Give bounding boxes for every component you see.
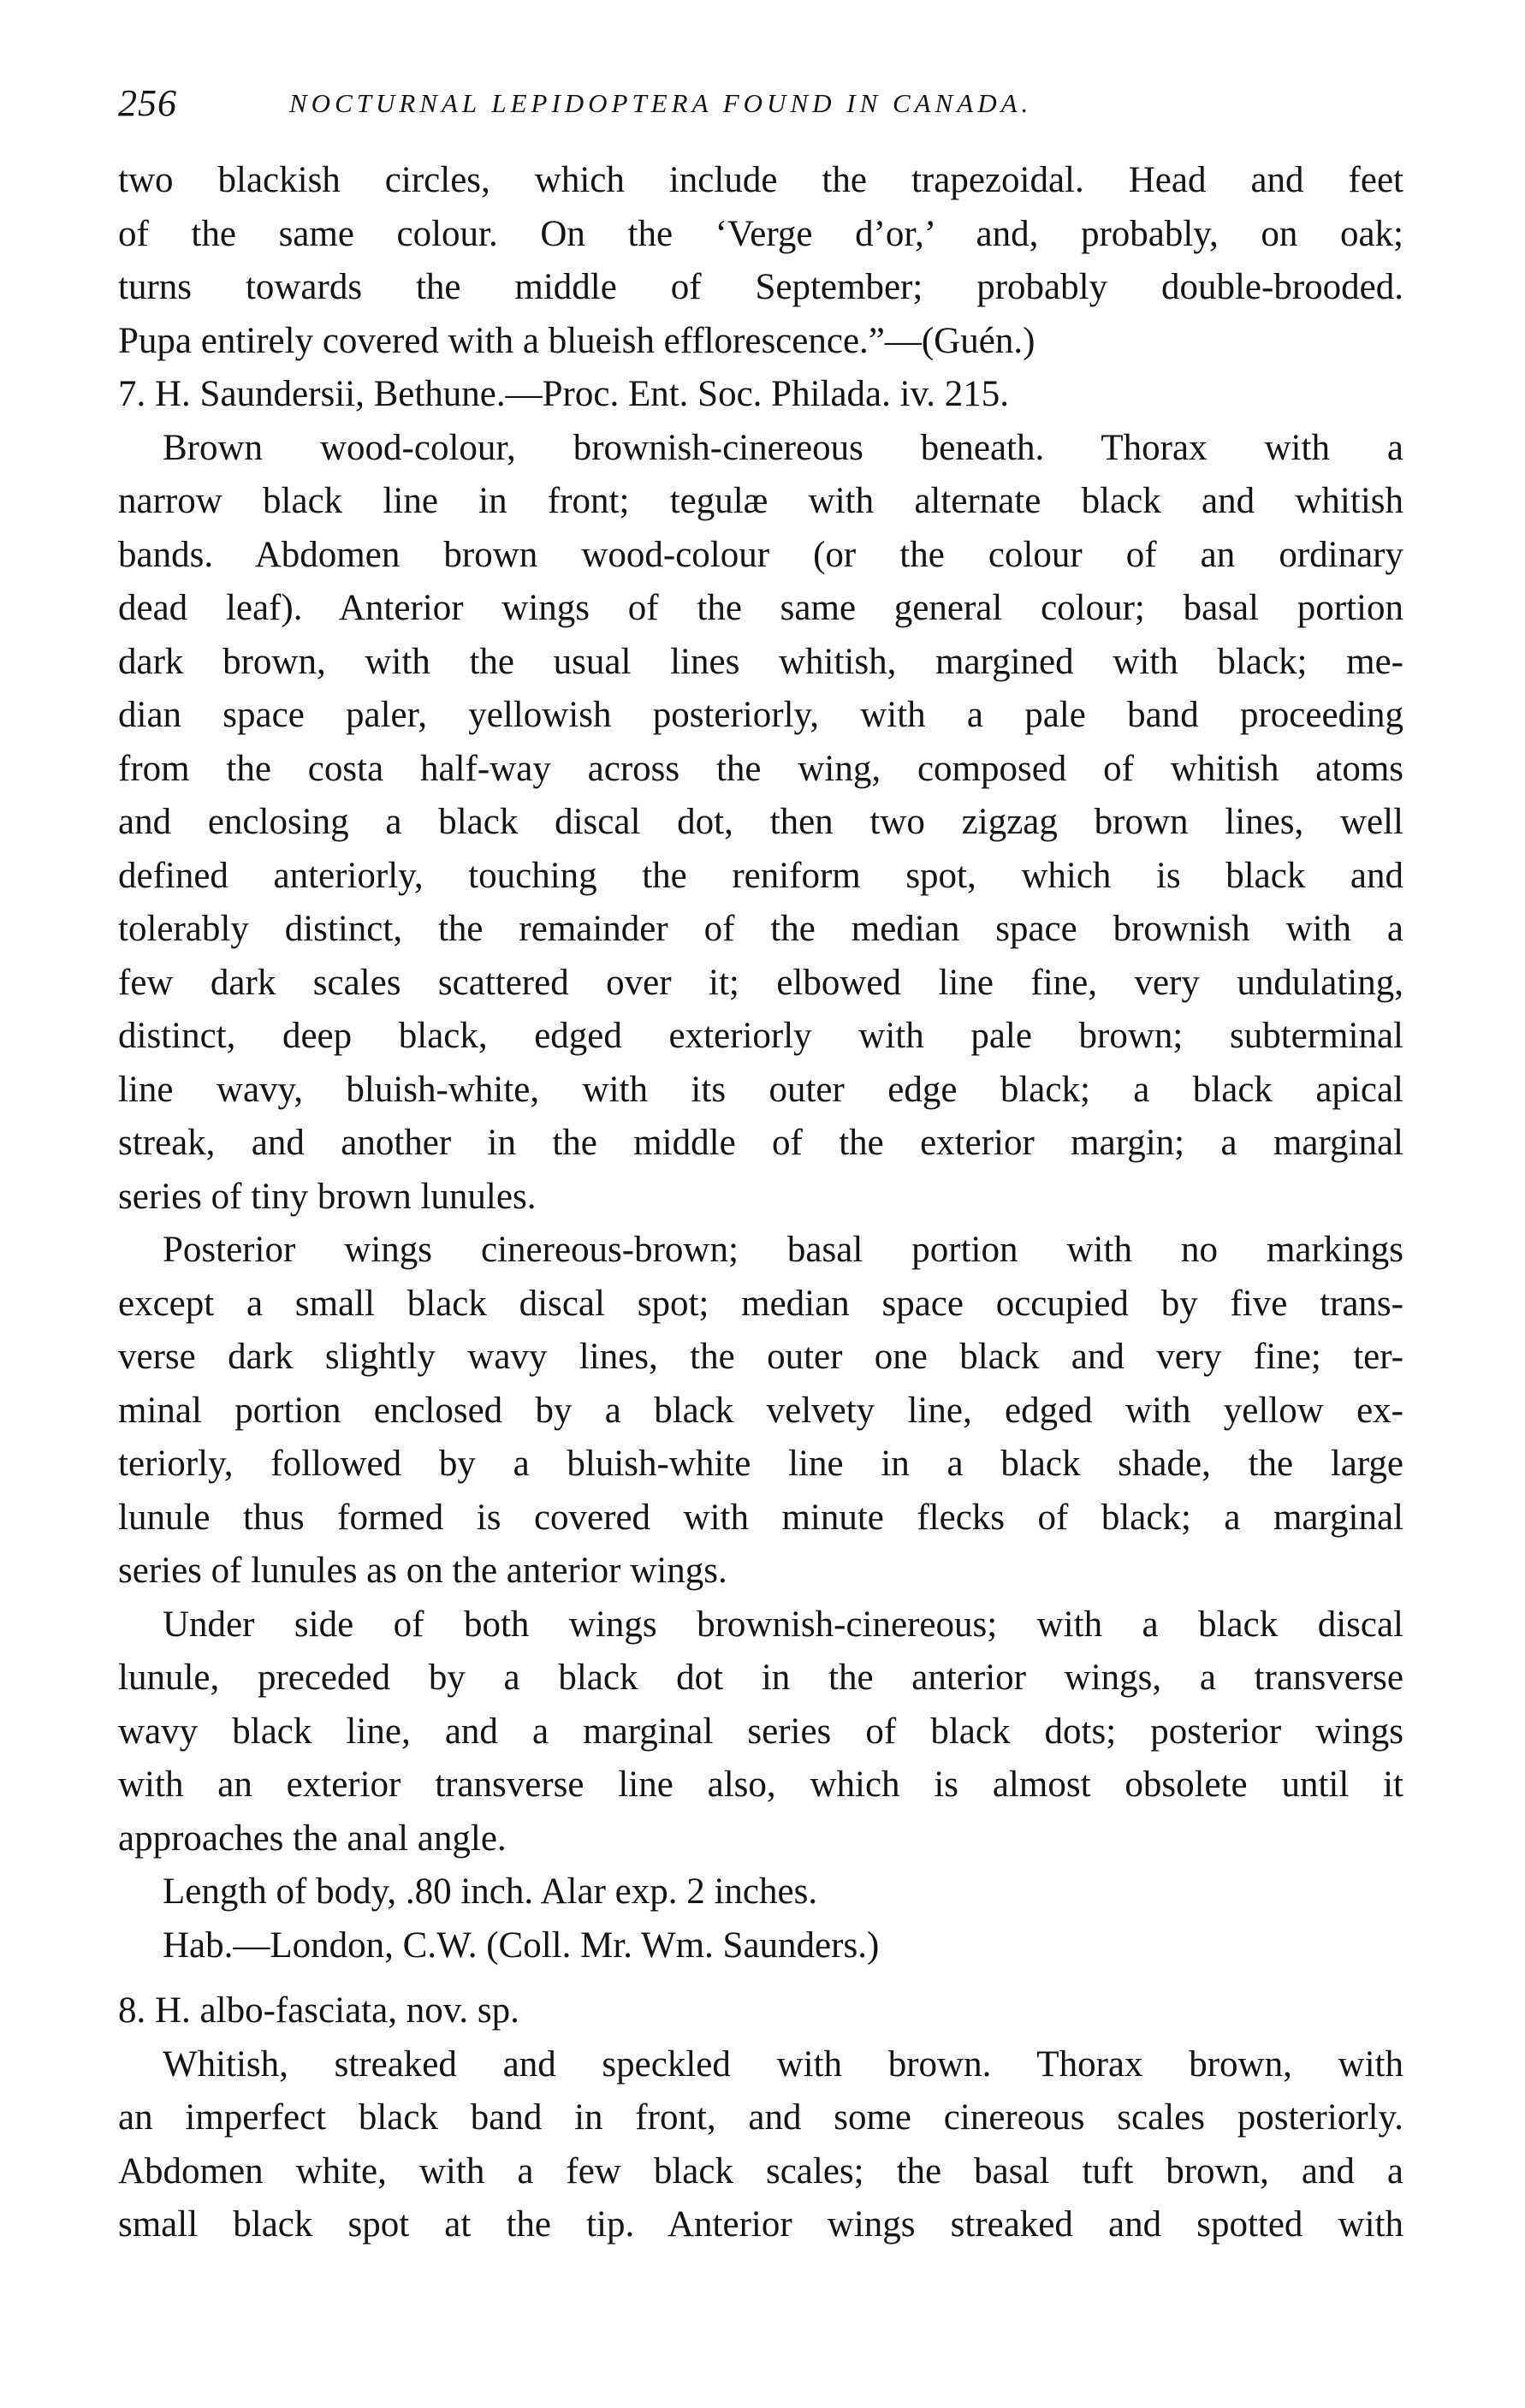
text-line: wavy black line, and a marginal series of black dots; posterior wings (118, 1711, 1403, 1752)
text-line: of the same colour. On the ‘Verge d’or,’ and, probably, on oak; (118, 213, 1403, 254)
section-gap (118, 1972, 1403, 1984)
habitat-line: Hab.—London, C.W. (Coll. Mr. Wm. Saunders.) (163, 1925, 880, 1966)
text-line: tolerably distinct, the remainder of the median space brownish with a (118, 909, 1403, 949)
text-line: teriorly, followed by a bluish-white line in a black shade, the large (118, 1444, 1403, 1484)
text-line: line wavy, bluish-white, with its outer edge black; a black apical (118, 1069, 1403, 1110)
text-line: approaches the anal angle. (118, 1818, 507, 1859)
text-line: lunule, preceded by a black dot in the anterior wings, a transverse (118, 1658, 1403, 1698)
text-line: defined anteriorly, touching the reniform spot, which is black and (118, 855, 1403, 896)
body-text (118, 154, 1403, 2252)
text-line: narrow black line in front; tegulæ with alternate black and whitish (118, 481, 1403, 521)
text-line: except a small black discal spot; median space occupied by five trans- (118, 1283, 1403, 1324)
text-line: dead leaf). Anterior wings of the same general colour; basal portion (118, 588, 1403, 628)
text-line: turns towards the middle of September; probably double-brooded. (118, 267, 1403, 307)
text-line: with an exterior transverse line also, which is almost obsolete until it (118, 1764, 1403, 1805)
page-number: 256 (118, 82, 177, 124)
text-line: and enclosing a black discal dot, then two zigzag brown lines, well (118, 802, 1403, 842)
text-line: minal portion enclosed by a black velvety line, edged with yellow ex- (118, 1390, 1403, 1431)
species-heading-albo-fasciata: 8. H. albo-fasciata, nov. sp. (118, 1990, 519, 2031)
text-line: few dark scales scattered over it; elbowed line fine, very undulating, (118, 962, 1403, 1003)
text-line: dark brown, with the usual lines whitish, margined with black; me- (118, 641, 1403, 682)
text-line: distinct, deep black, edged exteriorly with pale brown; subterminal (118, 1016, 1403, 1056)
text-line: Brown wood-colour, brownish-cinereous beneath. Thorax with a (163, 427, 1403, 468)
text-line: streak, and another in the middle of the exterior margin; a marginal (118, 1123, 1403, 1163)
text-line: from the costa half-way across the wing, composed of whitish atoms (118, 748, 1403, 789)
text-line: lunule thus formed is covered with minute flecks of black; a marginal (118, 1497, 1403, 1538)
text-line: an imperfect black band in front, and some cinereous scales posteriorly. (118, 2097, 1403, 2138)
page-header (118, 81, 1410, 133)
text-line: two blackish circles, which include the trapezoidal. Head and feet (118, 160, 1403, 200)
text-line: Abdomen white, with a few black scales; the basal tuft brown, and a (118, 2150, 1403, 2192)
text-line: Whitish, streaked and speckled with brown. Thorax brown, with (163, 2043, 1403, 2085)
text-line: series of lunules as on the anterior wings. (118, 1551, 727, 1591)
text-line: small black spot at the tip. Anterior wings streaked and spotted with (118, 2204, 1403, 2245)
text-line: dian space paler, yellowish posteriorly, with a pale band proceeding (118, 695, 1403, 735)
running-head: NOCTURNAL LEPIDOPTERA FOUND IN CANADA. (289, 88, 1033, 118)
text-line: verse dark slightly wavy lines, the outer one black and very fine; ter- (118, 1337, 1403, 1377)
text-line: series of tiny brown lunules. (118, 1176, 537, 1217)
text-line: Posterior wings cinereous-brown; basal portion with no markings (163, 1230, 1403, 1270)
text-line: Under side of both wings brownish-cinereous; with a black discal (163, 1604, 1403, 1645)
species-heading-saundersii: 7. H. Saundersii, Bethune.—Proc. Ent. Soc. Philada. iv. 215. (118, 374, 1010, 414)
text-line: Pupa entirely covered with a blueish efflorescence.”—(Guén.) (118, 320, 1035, 361)
measurements-line: Length of body, .80 inch. Alar exp. 2 inches. (163, 1871, 818, 1912)
text-line: bands. Abdomen brown wood-colour (or the colour of an ordinary (118, 534, 1403, 575)
